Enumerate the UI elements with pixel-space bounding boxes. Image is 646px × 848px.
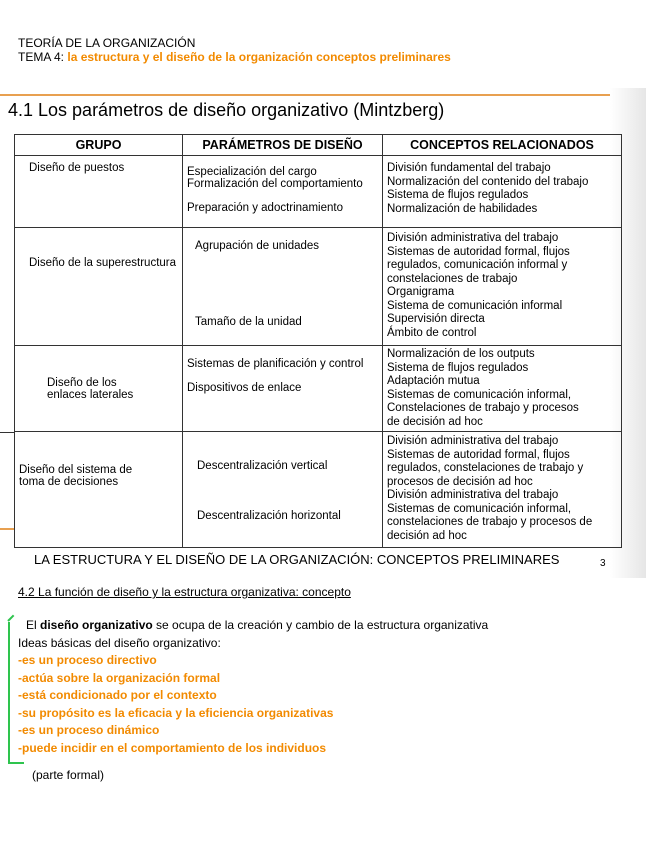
parametros-cell [183,346,383,432]
col-header-conceptos: CONCEPTOS RELACIONADOS [383,135,622,156]
parametro-item: Formalización del comportamiento [187,178,363,190]
idea-item: -actúa sobre la organización formal [18,670,221,685]
intro-pre: El [26,618,41,632]
concepto-item: regulados, constelaciones de trabajo y [387,462,584,474]
slide-left-tick [0,432,14,433]
grupo-cell [15,432,183,548]
intro-bold: diseño organizativo [40,618,153,632]
concepto-item: regulados, comunicación informal y [387,259,568,271]
col-header-parametros: PARÁMETROS DE DISEÑO [183,135,383,156]
concepto-item: División administrativa del trabajo [387,489,559,501]
intro-line [18,617,488,635]
intro-post: se ocupa de la creación y cambio de la estructura organizativa [152,618,489,632]
concepto-item: Sistemas de autoridad formal, flujos [387,245,570,258]
concepto-item: División administrativa del trabajo [387,232,559,244]
slide-image [0,88,646,578]
concepto-item: constelaciones de trabajo y procesos de [387,516,593,528]
col-header-grupo: GRUPO [15,135,183,156]
concepto-item: Constelaciones de trabajo y procesos [387,402,579,414]
idea-item: -está condicionado por el contexto [18,688,217,702]
concepto-item: Adaptación mutua [387,375,480,387]
parametro-item: Descentralización vertical [197,460,328,472]
concepto-item: Normalización de habilidades [387,202,538,215]
table-row [15,156,622,228]
concepto-item: Sistemas de comunicación informal, [387,388,572,401]
section-body [18,617,488,757]
concepto-item: Normalización del contenido del trabajo [387,175,589,188]
idea-item: -es un proceso dinámico [18,723,160,737]
table-header-row [15,135,622,156]
note-text: (parte formal) [32,768,105,782]
concepto-item: Organigrama [387,286,455,298]
grupo-label: Diseño del sistema de toma de decisiones [19,463,133,488]
grupo-cell [15,346,183,432]
concepto-item: Sistemas de autoridad formal, flujos [387,448,570,461]
parametro-item: Tamaño de la unidad [195,316,302,328]
concepto-item: Sistema de comunicación informal [387,299,563,312]
tema-prefix: TEMA 4: [18,50,65,64]
concepto-item: constelaciones de trabajo [387,272,518,285]
concepto-item: de decisión ad hoc [387,415,483,428]
grupo-label: Diseño de los enlaces laterales [47,376,134,401]
table-row [15,228,622,346]
slide-left-accent [0,528,14,530]
grupo-label: Diseño de la superestructura [29,256,177,269]
table-row [15,346,622,432]
parameters-table [14,134,622,548]
ideas-label: Ideas básicas del diseño organizativo: [18,635,221,650]
conceptos-cell [383,228,622,346]
concepto-item: Sistema de flujos regulados [387,189,529,201]
concepto-item: Ámbito de control [387,326,477,339]
concepto-item: División administrativa del trabajo [387,435,559,447]
grupo-cell [15,228,183,346]
concepto-item: Normalización de los outputs [387,348,535,360]
conceptos-cell [383,432,622,548]
concepto-item: decisión ad hoc [387,529,467,542]
table-row [15,432,622,548]
grupo-label: Diseño de puestos [29,162,125,174]
slide-top-rule [0,94,610,96]
concepto-item: Sistemas de comunicación informal, [387,502,572,515]
idea-item: -puede incidir en el comportamiento de los individuos [18,740,327,755]
parametro-item: Sistemas de planificación y control [187,358,364,370]
tema-title: la estructura y el diseño de la organización conceptos preliminares [67,50,451,64]
conceptos-cell [383,156,622,228]
idea-item: -su propósito es la eficacia y la eficiencia organizativas [18,705,334,720]
parametros-cell [183,432,383,548]
concepto-item: Sistema de flujos regulados [387,361,529,374]
parametro-item: Especialización del cargo [187,166,317,178]
concepto-item: Supervisión directa [387,313,485,325]
parametro-item: Preparación y adoctrinamiento [187,202,343,214]
conceptos-cell [383,346,622,432]
concepto-item: División fundamental del trabajo [387,162,551,174]
idea-item: -es un proceso directivo [18,653,157,667]
section-heading: 4.2 La función de diseño y la estructura organizativa: concepto [18,585,351,599]
parametro-item: Agrupación de unidades [195,240,320,252]
grupo-cell [15,156,183,228]
concepto-item: procesos de decisión ad hoc [387,475,533,488]
parametros-cell [183,156,383,228]
course-title: TEORÍA DE LA ORGANIZACIÓN [18,36,196,50]
slide-footer: LA ESTRUCTURA Y EL DISEÑO DE LA ORGANIZACIÓN: CONCEPTOS PRELIMINARES [34,552,560,567]
tema-line [18,50,451,64]
slide-page-number: 3 [600,558,606,569]
parametro-item: Dispositivos de enlace [187,382,302,394]
parametro-item: Descentralización horizontal [197,510,341,522]
green-bracket-annotation [8,622,16,764]
parametros-cell [183,228,383,346]
slide-title: 4.1 Los parámetros de diseño organizativo (Mintzberg) [8,100,445,120]
